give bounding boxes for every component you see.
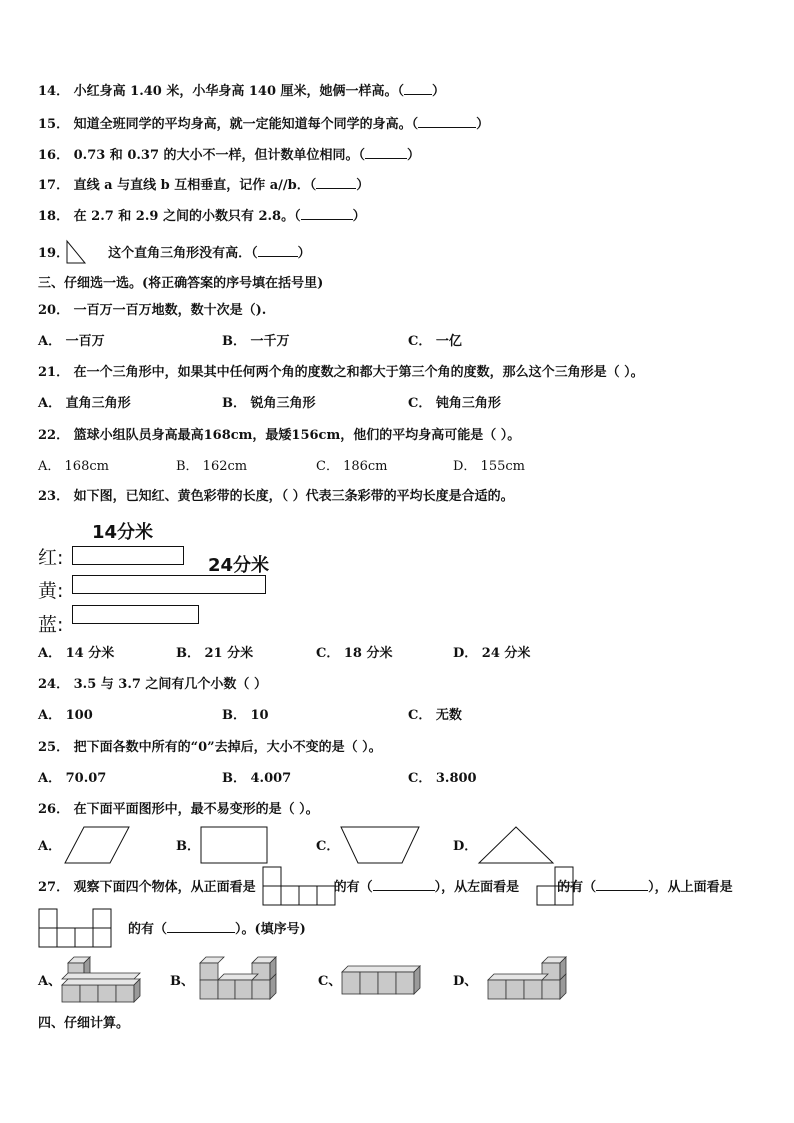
cube-stack-a — [60, 956, 142, 1004]
question-19: 19． 这个直角三角形没有高．（ ） — [38, 246, 311, 261]
section-3-heading: 三、仔细选一选。(将正确答案的序号填在括号里) — [38, 276, 324, 291]
right-triangle-figure — [66, 240, 86, 264]
option-22-d[interactable]: D． 155cm — [453, 459, 525, 474]
question-15: 15． 知道全班同学的平均身高，就一定能知道每个同学的身高。（ ） — [38, 117, 490, 132]
cube-stack-c — [340, 964, 422, 998]
option-20-c[interactable]: C． 一亿 — [408, 334, 462, 349]
blue-ribbon-bar — [72, 605, 199, 624]
option-24-c[interactable]: C． 无数 — [408, 708, 462, 723]
red-ribbon-bar — [72, 546, 184, 565]
answer-blank-27-front[interactable] — [373, 878, 435, 891]
option-25-b[interactable]: B． 4.007 — [222, 771, 292, 786]
blue-ribbon-label: 蓝: — [38, 614, 64, 636]
option-27-d[interactable]: D、 — [453, 974, 478, 989]
option-23-d[interactable]: D． 24 分米 — [453, 646, 531, 661]
red-length-label: 14分米 — [92, 522, 154, 543]
question-14: 14． 小红身高 1.40 米，小华身高 140 厘米，她俩一样高。（ ） — [38, 84, 446, 99]
front-view-figure — [262, 866, 338, 906]
section-4-heading: 四、仔细计算。 — [38, 1016, 130, 1031]
option-23-c[interactable]: C． 18 分米 — [316, 646, 393, 661]
answer-blank-27-top[interactable] — [167, 920, 235, 933]
option-27-a[interactable]: A、 — [38, 974, 62, 989]
answer-blank-27-left[interactable] — [596, 878, 648, 891]
option-25-a[interactable]: A． 70.07 — [38, 771, 107, 786]
answer-blank-14[interactable] — [404, 82, 432, 95]
option-21-b[interactable]: B． 锐角三角形 — [222, 396, 316, 411]
option-23-a[interactable]: A． 14 分米 — [38, 646, 115, 661]
option-24-a[interactable]: A． 100 — [38, 708, 93, 723]
option-27-b[interactable]: B、 — [170, 974, 194, 989]
question-27-line2: 的有（ ）。(填序号) — [128, 922, 306, 937]
question-23: 23． 如下图，已知红、黄色彩带的长度，（ ）代表三条彩带的平均长度是合适的。 — [38, 489, 514, 504]
red-ribbon-label: 红: — [38, 547, 64, 569]
option-20-b[interactable]: B． 一千万 — [222, 334, 290, 349]
option-21-a[interactable]: A． 直角三角形 — [38, 396, 131, 411]
yellow-ribbon-label: 黄: — [38, 580, 64, 602]
option-26-b[interactable]: B． — [176, 839, 200, 854]
left-view-figure — [536, 866, 576, 906]
option-27-c[interactable]: C、 — [318, 974, 342, 989]
yellow-length-label: 24分米 — [208, 555, 270, 576]
question-25: 25． 把下面各数中所有的“0”去掉后，大小不变的是（ ）。 — [38, 740, 382, 755]
option-22-c[interactable]: C． 186cm — [316, 459, 388, 474]
option-23-b[interactable]: B． 21 分米 — [176, 646, 254, 661]
option-26-c[interactable]: C． — [316, 839, 340, 854]
answer-blank-17[interactable] — [316, 176, 356, 189]
option-26-d[interactable]: D． — [453, 839, 478, 854]
question-18: 18． 在 2.7 和 2.9 之间的小数只有 2.8。（ ） — [38, 209, 366, 224]
answer-blank-19[interactable] — [258, 244, 298, 257]
question-18-text: 18． 在 2.7 和 2.9 之间的小数只有 2.8。（ — [38, 209, 301, 224]
cube-stack-b — [198, 956, 280, 1004]
trapezoid-shape — [340, 826, 420, 864]
question-16-text: 16． 0.73 和 0.37 的大小不一样，但计数单位相同。（ — [38, 148, 366, 163]
option-22-b[interactable]: B． 162cm — [176, 459, 248, 474]
cube-stack-d — [486, 956, 572, 1004]
option-24-b[interactable]: B． 10 — [222, 708, 269, 723]
question-24: 24． 3.5 与 3.7 之间有几个小数（ ） — [38, 677, 267, 692]
question-19-text: 这个直角三角形没有高．（ — [108, 246, 258, 261]
top-view-figure — [38, 908, 114, 948]
question-15-text: 15． 知道全班同学的平均身高，就一定能知道每个同学的身高。（ — [38, 117, 419, 132]
answer-blank-18[interactable] — [301, 207, 353, 220]
question-17: 17． 直线 a 与直线 b 互相垂直，记作 a//b．（ ） — [38, 178, 370, 193]
question-20: 20． 一百万一百万地数，数十次是（). — [38, 303, 267, 318]
question-17-text: 17． 直线 a 与直线 b 互相垂直，记作 a//b．（ — [38, 178, 317, 193]
option-26-a[interactable]: A． — [38, 839, 62, 854]
parallelogram-shape — [64, 826, 130, 864]
option-21-c[interactable]: C． 钝角三角形 — [408, 396, 501, 411]
question-22: 22． 篮球小组队员身高最高168cm，最矮156cm，他们的平均身高可能是（ ）。 — [38, 428, 521, 443]
question-16: 16． 0.73 和 0.37 的大小不一样，但计数单位相同。（ ） — [38, 148, 421, 163]
question-14-text: 14． 小红身高 1.40 米，小华身高 140 厘米，她俩一样高。（ — [38, 84, 405, 99]
question-27-line1: 27． 观察下面四个物体，从正面看是 的有（ ），从左面看是 的有（ ），从上面看是 — [38, 880, 733, 895]
yellow-ribbon-bar — [72, 575, 266, 594]
answer-blank-16[interactable] — [365, 146, 407, 159]
option-25-c[interactable]: C． 3.800 — [408, 771, 477, 786]
option-22-a[interactable]: A． 168cm — [38, 459, 109, 474]
option-20-a[interactable]: A． 一百万 — [38, 334, 105, 349]
question-21: 21． 在一个三角形中，如果其中任何两个角的度数之和都大于第三个角的度数，那么这个三角形是（ ）。 — [38, 365, 644, 380]
triangle-shape — [478, 826, 554, 864]
rectangle-shape — [200, 826, 268, 864]
question-26: 26． 在下面平面图形中，最不易变形的是（ ）。 — [38, 802, 319, 817]
answer-blank-15[interactable] — [418, 115, 476, 128]
